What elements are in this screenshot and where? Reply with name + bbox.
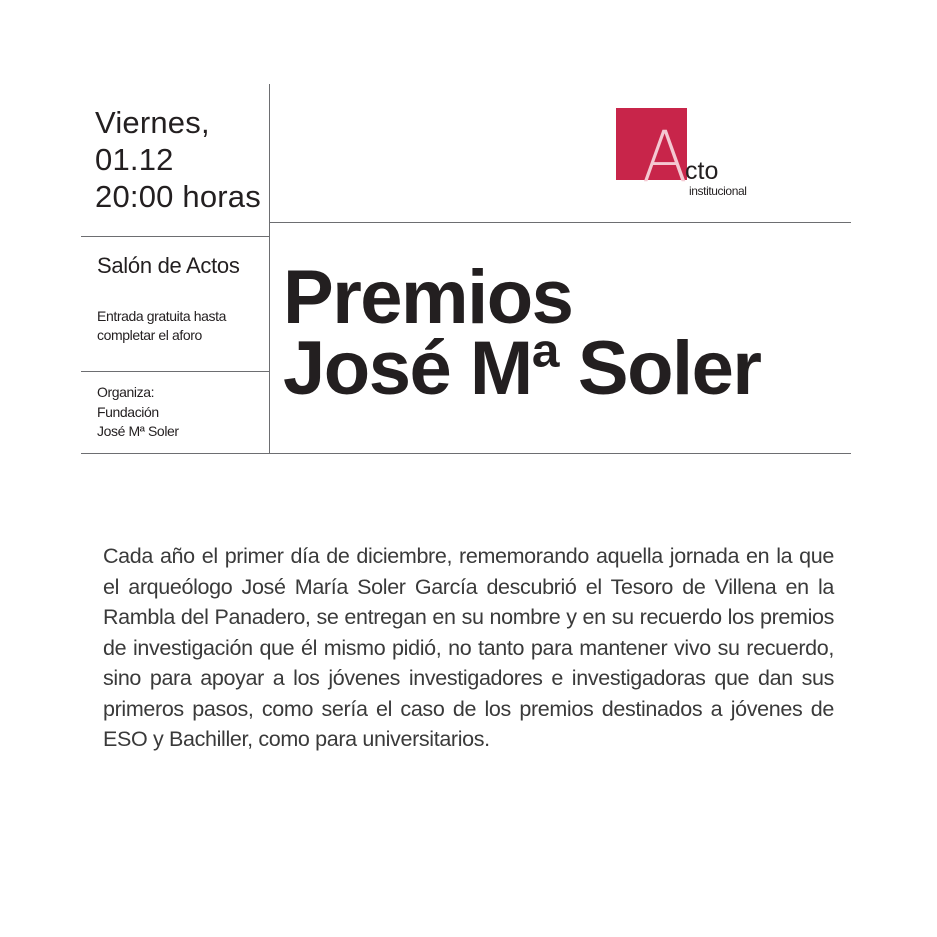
badge-subtitle: institucional [689, 184, 747, 198]
event-description [103, 541, 834, 755]
event-datetime [95, 104, 261, 215]
organizer-line-1: Fundación [97, 403, 159, 420]
bottom-divider [81, 453, 851, 454]
event-venue: Salón de Actos [97, 253, 240, 278]
event-time: 20:00 horas [95, 179, 261, 214]
event-date: 01.12 [95, 142, 174, 177]
acto-institucional-badge [616, 108, 766, 203]
page-title [283, 255, 761, 411]
column-divider [269, 84, 270, 454]
badge-letter: A [642, 116, 688, 198]
admission-line-1: Entrada gratuita hasta [97, 308, 226, 324]
date-divider [81, 236, 269, 237]
event-day: Viernes, [95, 105, 210, 140]
organizer-line-2: José Mª Soler [97, 423, 179, 439]
header-divider [270, 222, 851, 223]
admission-line-2: completar el aforo [97, 327, 202, 343]
organizer-block [97, 383, 179, 442]
title-line-2: José Mª Soler [283, 326, 761, 411]
admission-note [97, 307, 226, 345]
venue-divider [81, 371, 269, 372]
organizer-label: Organiza: [97, 384, 155, 400]
badge-word: cto [685, 157, 719, 185]
description-text: Cada año el primer día de diciembre, rememorando aquella jornada en la que el arqueólogo José María Soler García descubrió el Tesoro de Villena en la Rambla del Panadero, se entregan en su nombre y en su recuerdo los premios de investigación que él mismo pidió, no tanto para mantener vivo su recuerdo, sino para apoyar a los jóvenes investigadores e investigadoras que dan sus primeros pasos, como sería el caso de los premios destinados a jóvenes de ESO y Bachiller, como para universitarios. [103, 544, 834, 751]
title-line-1: Premios [283, 255, 573, 340]
